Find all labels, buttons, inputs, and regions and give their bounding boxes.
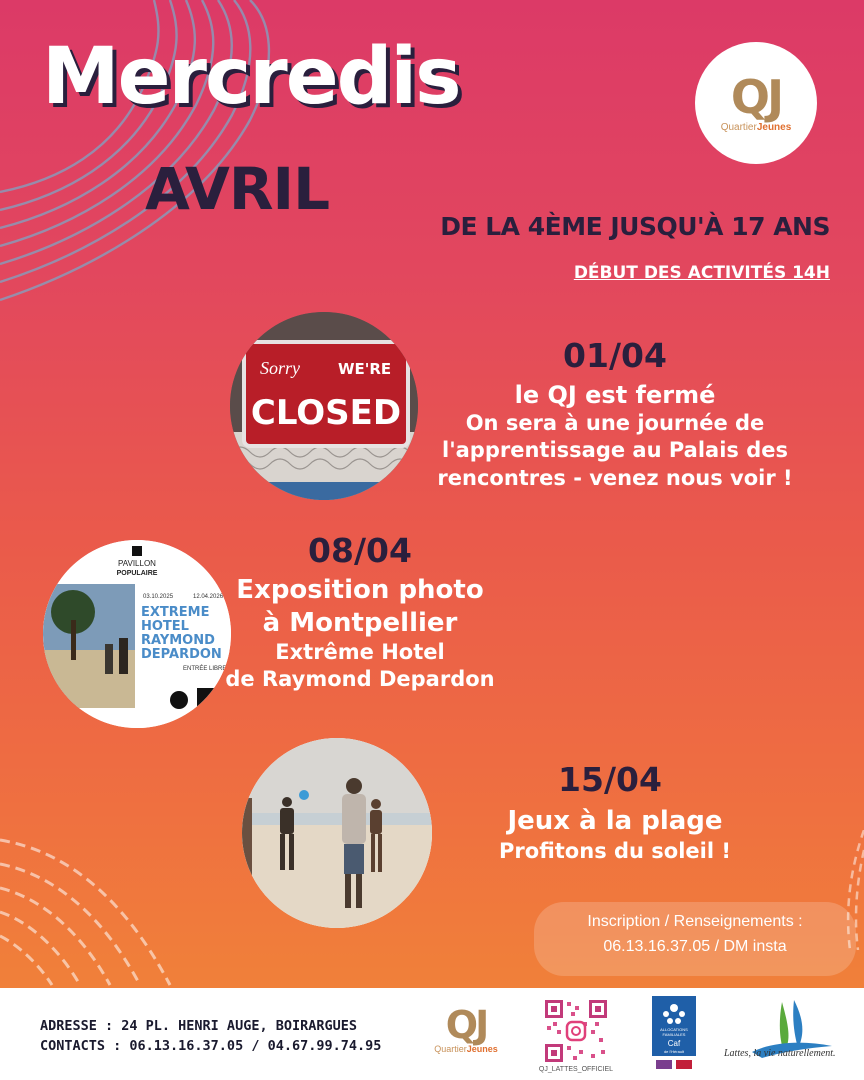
month-title: AVRIL bbox=[145, 155, 330, 223]
sign-closed-text: CLOSED bbox=[250, 393, 402, 433]
poster-artist-1: RAYMOND bbox=[141, 633, 215, 648]
event-2-detail-2: de Raymond Depardon bbox=[225, 667, 495, 692]
event-2-title-2: à Montpellier bbox=[262, 607, 458, 638]
event-2-title-1: Exposition photo bbox=[236, 575, 484, 605]
closed-sign-photo bbox=[230, 312, 418, 500]
lattes-city-logo bbox=[722, 994, 852, 1074]
sign-were-text: WE'RE bbox=[338, 360, 392, 378]
event-3-title: Jeux à la plage bbox=[507, 806, 723, 836]
decorative-swirl-bottom bbox=[0, 820, 200, 990]
event-2-date: 08/04 bbox=[308, 531, 412, 570]
registration-contact: 06.13.16.37.05 / DM insta bbox=[603, 937, 787, 955]
qr-caption: QJ_LATTES_OFFICIEL bbox=[538, 1066, 614, 1073]
event-1-title: le QJ est fermé bbox=[514, 381, 716, 409]
poster-title-1: EXTREME bbox=[141, 605, 210, 620]
age-range: DE LA 4ÈME JUSQU'À 17 ANS bbox=[440, 212, 830, 241]
event-1-detail-2: l'apprentissage au Palais des bbox=[442, 438, 788, 463]
poster-title-2: HOTEL bbox=[141, 619, 189, 634]
event-1-date: 01/04 bbox=[563, 336, 667, 375]
start-time: DÉBUT DES ACTIVITÉS 14H bbox=[573, 263, 830, 283]
logo-name: QuartierJeunes bbox=[720, 121, 792, 133]
exhibition-date-to: 12.04.2026 bbox=[193, 594, 224, 600]
event-1-detail-1: On sera à une journée de bbox=[465, 411, 765, 435]
caf-line-1: ALLOCATIONS bbox=[660, 1027, 688, 1032]
lattes-tagline: Lattes, la vie naturellement. bbox=[724, 1048, 836, 1059]
footer-contact-info bbox=[40, 1016, 381, 1057]
event-1-text bbox=[430, 380, 800, 492]
footer-contacts: CONTACTS : 06.13.16.37.05 / 04.67.99.74.95 bbox=[40, 1038, 382, 1055]
caf-name: Caf bbox=[667, 1039, 681, 1048]
caf-line-2: FAMILIALES bbox=[662, 1032, 686, 1037]
quartier-jeunes-logo bbox=[695, 42, 817, 164]
beach-games-illustration bbox=[242, 738, 432, 928]
exhibition-poster-illustration bbox=[43, 540, 231, 728]
footer-logo-name: QuartierJeunes bbox=[434, 1044, 498, 1054]
logo-mark: QJ bbox=[730, 69, 782, 124]
exhibition-poster-photo bbox=[43, 540, 231, 728]
footer bbox=[0, 988, 864, 1080]
footer-address: ADRESSE : 24 PL. HENRI AUGE, BOIRARGUES bbox=[40, 1018, 357, 1034]
venue-line-1: PAVILLON bbox=[118, 559, 156, 568]
closed-sign-illustration bbox=[230, 312, 418, 500]
event-3-detail-1: Profitons du soleil ! bbox=[499, 838, 731, 863]
registration-info-box bbox=[534, 902, 856, 976]
registration-label: Inscription / Renseignements : bbox=[587, 913, 803, 930]
exhibition-date-from: 03.10.2025 bbox=[143, 594, 174, 600]
caf-region: de l'Hérault bbox=[663, 1049, 685, 1054]
event-3-text bbox=[470, 805, 760, 865]
event-1-detail-3: rencontres - venez nous voir ! bbox=[437, 465, 793, 490]
beach-games-photo bbox=[242, 738, 432, 928]
poster-artist-2: DEPARDON bbox=[141, 647, 222, 662]
footer-quartier-jeunes-logo bbox=[428, 1003, 504, 1054]
instagram-qr-code[interactable] bbox=[543, 998, 609, 1064]
footer-logo-mark: QJ bbox=[445, 1003, 487, 1047]
sign-sorry-text: Sorry bbox=[260, 358, 300, 378]
page-title: Mercredis bbox=[42, 32, 460, 122]
venue-line-2: POPULAIRE bbox=[116, 570, 158, 577]
event-3-date: 15/04 bbox=[558, 760, 662, 799]
caf-herault-logo bbox=[652, 996, 696, 1070]
event-2-detail-1: Extrême Hotel bbox=[275, 640, 445, 664]
poster-entry: ENTRÉE LIBRE bbox=[183, 666, 227, 672]
event-2-text bbox=[225, 574, 495, 694]
